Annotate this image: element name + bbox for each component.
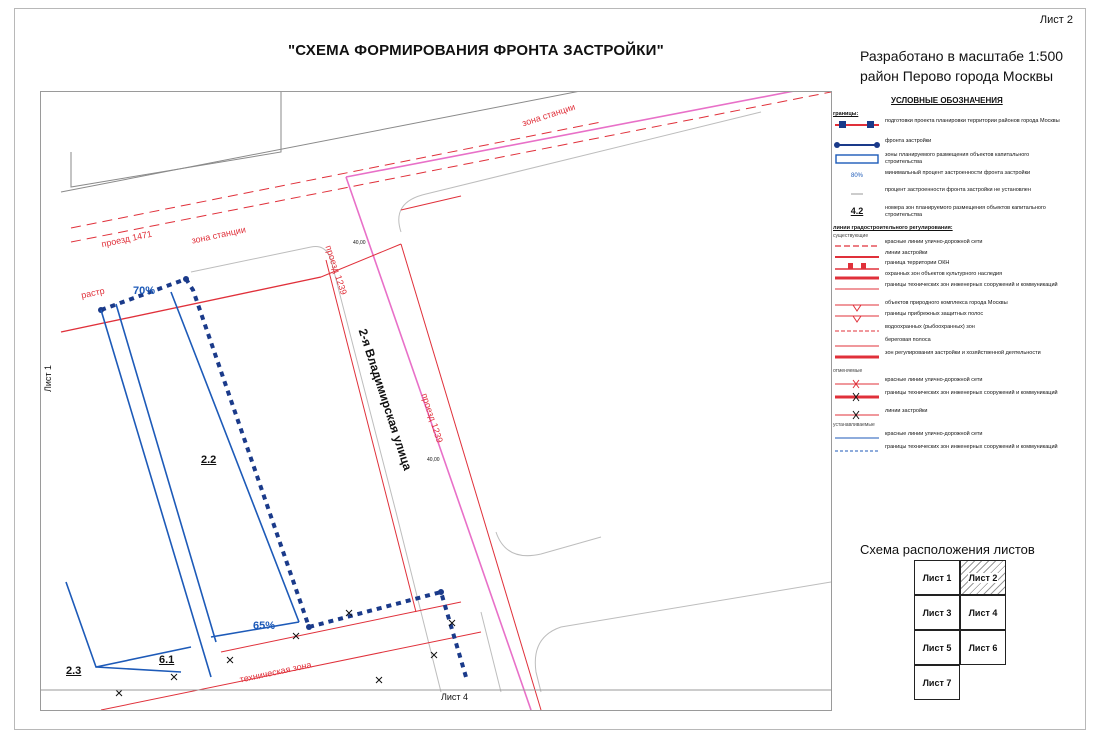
zone-station-label-a: зона станции <box>190 224 247 246</box>
legend-row-min-percent: 80% минимальный процент застроенности фронта застройки <box>850 170 1031 179</box>
legend-row-red-lines: красные линии улично-дорожной сети <box>885 239 983 245</box>
zone-number-2-2: 2.2 <box>201 454 217 466</box>
legend-title: УСЛОВНЫЕ ОБОЗНАЧЕНИЯ <box>891 96 1003 105</box>
legend-row-zone-numbers: 4.2 номера зон планируемого размещения объектов капитального строительства <box>850 205 1046 218</box>
legend-row-planning-bounds: подготовки проекта планировки территории районов города Москвы <box>833 118 1068 130</box>
x-marks <box>116 610 455 696</box>
legend-row-heritage: охранных зон объектов культурного наследия <box>885 271 1003 277</box>
cadastral-outline <box>71 92 281 187</box>
percent-70-label: 70% <box>133 285 156 297</box>
dimension-label-b: 40,00 <box>427 457 440 463</box>
zone-number-6-1: 6.1 <box>159 654 175 666</box>
legend-row-tech-zones: границы технических зон инженерных сооружений и коммуникаций <box>885 282 1058 288</box>
legend-row-build-lines: линии застройки <box>885 250 928 256</box>
passage-1239-label-b: проезд 1239 <box>419 392 445 444</box>
zone-station-label-b: зона станции <box>520 101 577 129</box>
legend-row-regulation-zones: зон регулирования застройки и хозяйственной деятельности <box>885 350 1041 356</box>
passage-1239-label-a: проезд 1239 <box>323 244 349 296</box>
sheet-number: Лист 2 <box>1039 14 1073 26</box>
dimension-label-a: 40,00 <box>353 240 366 246</box>
legend-row-cancel-tech: границы технических зон инженерных сооружений и коммуникаций <box>833 390 1068 402</box>
road-edges <box>191 112 831 692</box>
legend-row-zones: зоны планируемого размещения объектов капитального строительства <box>833 152 1068 164</box>
zone-tech-label: техническая зона <box>238 659 313 685</box>
sheet-cell-1[interactable]: Лист 1 <box>914 560 960 595</box>
legend-row-nature: объектов природного комплекса города Москвы <box>833 300 1068 312</box>
page-title: "СХЕМА ФОРМИРОВАНИЯ ФРОНТА ЗАСТРОЙКИ" <box>288 42 664 59</box>
legend-group-bounds: границы: <box>833 111 859 117</box>
legend-row-no-percent: процент застроенности фронта застройки не установлен <box>885 187 1031 193</box>
sheet-cell-3[interactable]: Лист 3 <box>914 595 960 630</box>
legend-row-cancel-red: красные линии улично-дорожной сети <box>833 377 1068 389</box>
legend-row-coastal: границы прибрежных защитных полос <box>833 311 1068 323</box>
map-canvas[interactable] <box>40 91 832 711</box>
map-drawing <box>41 92 831 710</box>
passage-1471-label: проезд 1471 <box>100 228 153 250</box>
legend-group-existing: существующие <box>833 233 869 239</box>
legend-group-regulation: линии градостроительного регулирования: <box>833 225 953 231</box>
legend-row-okn: граница территории ОКН <box>833 260 1068 272</box>
legend-row-front: фронта застройки <box>833 138 1068 150</box>
legend-row-est-tech: границы технических зон инженерных сооружений и коммуникаций <box>885 444 1058 450</box>
street-name-label: 2-я Владимирская улица <box>355 327 415 473</box>
legend-panel <box>833 94 1068 464</box>
zone-rastr-label: растр <box>80 285 106 301</box>
legend-row-cancel-build: линии застройки <box>833 408 1068 420</box>
legend-row-water: водоохранных (рыбоохранных) зон <box>885 324 975 330</box>
legend-group-cancelled: отменяемые <box>833 368 863 374</box>
percent-65-label: 65% <box>253 620 276 632</box>
scale-note: Разработано в масштабе 1:500 <box>860 48 1064 64</box>
sheet-cell-4[interactable]: Лист 4 <box>960 595 1006 630</box>
sheet-cell-5[interactable]: Лист 5 <box>914 630 960 665</box>
red-lines <box>61 92 831 710</box>
district-note: район Перово города Москвы <box>860 68 1054 84</box>
sheet-link-left[interactable]: Лист 1 <box>43 364 53 392</box>
zone-number-2-3: 2.3 <box>66 665 82 677</box>
sheet-cell-7[interactable]: Лист 7 <box>914 665 960 700</box>
pink-boundary <box>346 92 831 710</box>
front-dots <box>98 276 444 630</box>
sheet-link-bottom[interactable]: Лист 4 <box>441 692 469 702</box>
sheet-layout-title: Схема расположения листов <box>860 542 1035 557</box>
front-lines <box>101 279 466 677</box>
legend-row-est-red: красные линии улично-дорожной сети <box>885 431 983 437</box>
legend-row-shore: береговая полоса <box>885 337 931 343</box>
sheet-cell-2-current[interactable]: Лист 2 <box>960 560 1006 595</box>
sheet-cell-6[interactable]: Лист 6 <box>960 630 1006 665</box>
legend-group-established: устанавливаемые <box>833 422 875 428</box>
